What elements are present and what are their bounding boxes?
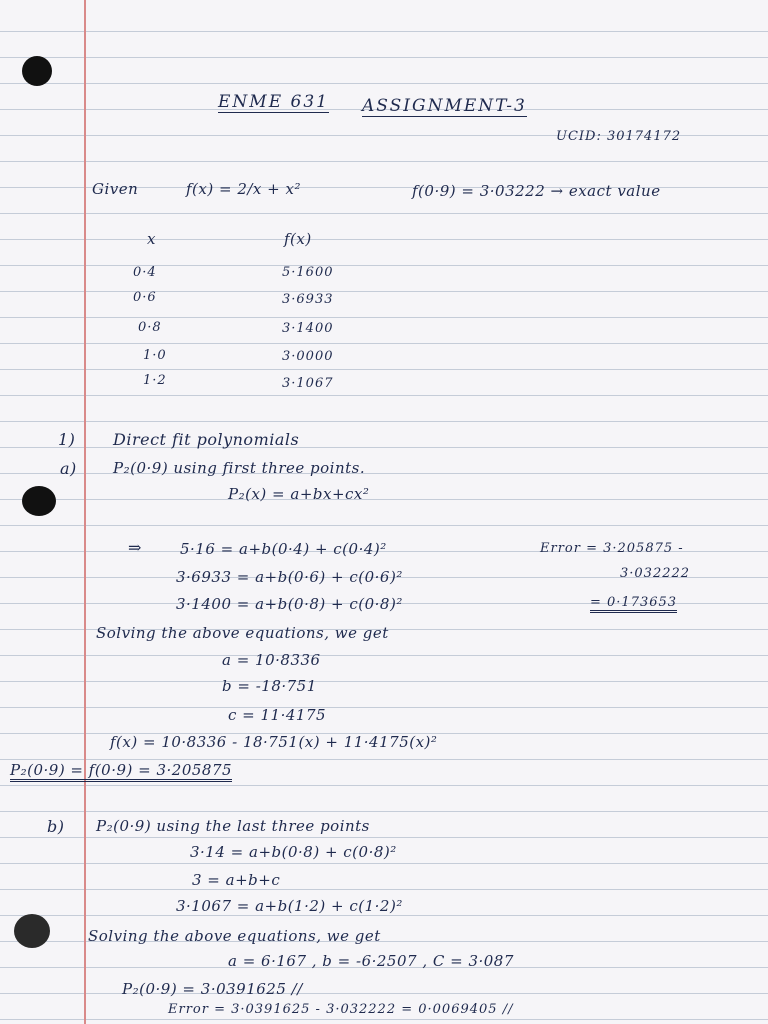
part-a-result: P₂(0·9) = f(0·9) = 3·205875	[10, 761, 232, 782]
given-label: Given	[92, 180, 139, 198]
part-a-label: a)	[60, 459, 77, 478]
part-b-label: b)	[47, 817, 65, 836]
table-row-fx: 3·1067	[282, 376, 334, 391]
table-row-x: 0·6	[133, 290, 157, 305]
coefficients-b: a = 6·167 , b = -6·2507 , C = 3·087	[228, 952, 514, 970]
coefficient-a: a = 10·8336	[222, 651, 321, 669]
table-row-x: 1·0	[143, 348, 167, 363]
equation: 3 = a+b+c	[192, 871, 281, 889]
coefficient-b: b = -18·751	[222, 677, 317, 695]
table-row-x: 1·2	[143, 373, 167, 388]
part-1-heading: Direct fit polynomials	[113, 430, 300, 449]
error-a-result: = 0·173653	[590, 595, 677, 613]
equation: 3·1400 = a+b(0·8) + c(0·8)²	[176, 595, 403, 613]
part-1-number: 1)	[58, 430, 76, 449]
error-a-line2: 3·032222	[620, 566, 691, 581]
part-a-heading: P₂(0·9) using first three points.	[113, 459, 366, 477]
part-b-error: Error = 3·0391625 - 3·032222 = 0·0069405 //	[168, 1002, 514, 1017]
given-function: f(x) = 2/x + x²	[186, 180, 301, 198]
coefficient-c: c = 11·4175	[228, 706, 327, 724]
polynomial-fx: f(x) = 10·8336 - 18·751(x) + 11·4175(x)²	[110, 733, 438, 751]
implies-arrow: ⇒	[128, 538, 142, 557]
equation: 5·16 = a+b(0·4) + c(0·4)²	[180, 540, 387, 558]
assignment-title: ASSIGNMENT-3	[362, 96, 527, 116]
equation: 3·1067 = a+b(1·2) + c(1·2)²	[176, 897, 403, 915]
table-row-fx: 3·6933	[282, 292, 334, 307]
equation: 3·14 = a+b(0·8) + c(0·8)²	[190, 843, 397, 861]
table-header-fx: f(x)	[284, 230, 312, 248]
table-row-fx: 5·1600	[282, 265, 334, 280]
table-row-fx: 3·1400	[282, 321, 334, 336]
punch-hole	[22, 486, 56, 516]
exact-value: f(0·9) = 3·03222 → exact value	[412, 182, 661, 200]
table-row-x: 0·8	[138, 320, 162, 335]
table-row-fx: 3·0000	[282, 349, 334, 364]
part-b-heading: P₂(0·9) using the last three points	[96, 817, 370, 835]
error-a-line1: Error = 3·205875 -	[540, 541, 684, 556]
punch-hole	[22, 56, 52, 86]
ucid: UCID: 30174172	[556, 129, 682, 144]
punch-hole	[14, 914, 50, 948]
solving-statement: Solving the above equations, we get	[88, 927, 381, 945]
table-row-x: 0·4	[133, 265, 157, 280]
part-a-polynomial-form: P₂(x) = a+bx+cx²	[228, 485, 370, 503]
course-title: ENME 631	[218, 92, 329, 112]
solving-statement: Solving the above equations, we get	[96, 624, 389, 642]
table-header-x: x	[147, 230, 156, 248]
margin-line	[84, 0, 86, 1024]
part-b-result: P₂(0·9) = 3·0391625 //	[122, 980, 303, 998]
equation: 3·6933 = a+b(0·6) + c(0·6)²	[176, 568, 403, 586]
